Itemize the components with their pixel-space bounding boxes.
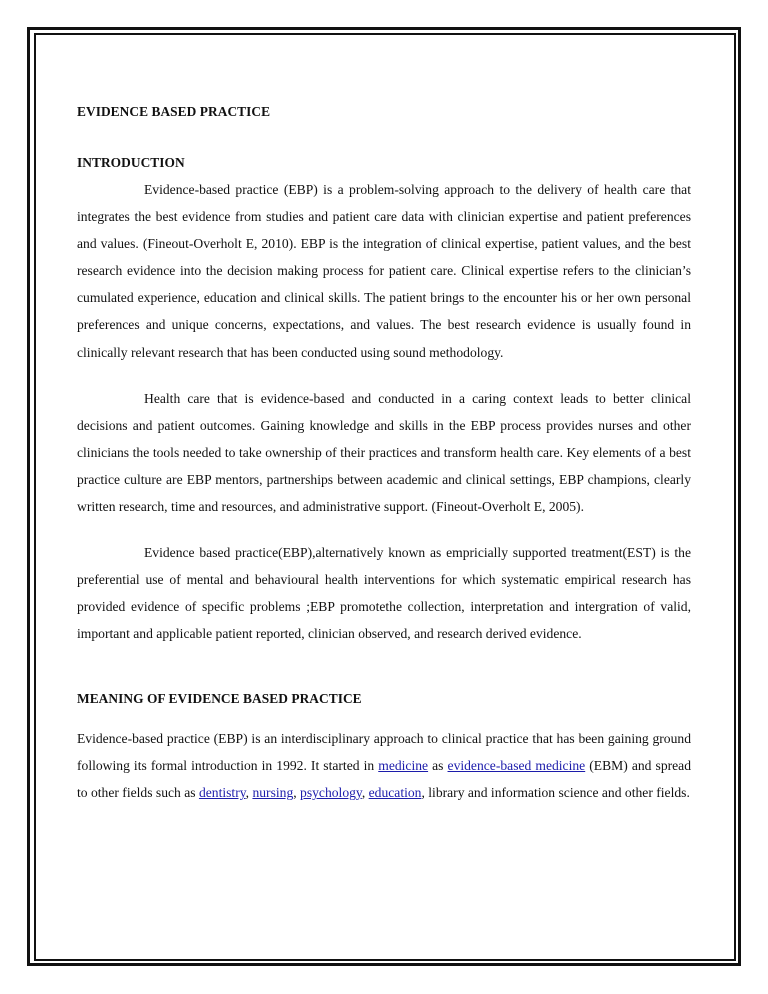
separator: , [361, 785, 369, 801]
separator: , [293, 785, 301, 801]
intro-paragraph-3: Evidence based practice(EBP),alternatively known as empricially supported treatment(EST) is the preferential use of mental and behavioural health interventions for which systematic empirical research has provided evidence of specific problems ;EBP promotethe collection, interpretation and intergration of valid, important and applicable patient reported, clinician observed, and research derived evidence. [77, 545, 691, 642]
section-heading-meaning: MEANING OF EVIDENCE BASED PRACTICE [77, 691, 362, 706]
link-education[interactable]: education [368, 785, 422, 801]
document-title: EVIDENCE BASED PRACTICE [77, 104, 271, 119]
meaning-paragraph [77, 725, 691, 806]
link-evidence-based-medicine[interactable]: evidence-based medicine [447, 758, 586, 774]
meaning-text-4: , library and information science and other fields. [421, 785, 690, 801]
link-medicine[interactable]: medicine [378, 758, 429, 774]
separator: , [245, 785, 253, 801]
meaning-text-3: (EBM) and spread to other fields such as [77, 758, 692, 801]
section-heading-introduction: INTRODUCTION [77, 155, 185, 170]
link-dentistry[interactable]: dentistry [198, 785, 246, 801]
meaning-text-1: Evidence-based practice (EBP) is an interdisciplinary approach to clinical practice that has been gaining ground following its formal introduction in 1992. It started in [77, 731, 691, 774]
link-psychology[interactable]: psychology [300, 785, 362, 801]
intro-paragraph-1: Evidence-based practice (EBP) is a problem-solving approach to the delivery of health care that integrates the best evidence from studies and patient care data with clinician expertise and patient preferences and values. (Fineout-Overholt E, 2010). EBP is the integration of clinical expertise, patient values, and the best research evidence into the decision making process for patient care. Clinical expertise refers to the clinician’s cumulated experience, education and clinical skills. The patient brings to the encounter his or her own personal preferences and unique concerns, expectations, and values. The best research evidence is usually found in clinically relevant research that has been conducted using sound methodology. [77, 182, 691, 360]
link-nursing[interactable]: nursing [252, 785, 294, 801]
intro-paragraph-2: Health care that is evidence-based and conducted in a caring context leads to better clinical decisions and patient outcomes. Gaining knowledge and skills in the EBP process provides nurses and other clinicians the tools needed to take ownership of their practices and transform health care. Key elements of a best practice culture are EBP mentors, partnerships between academic and clinical settings, EBP champions, clearly written research, time and resources, and administrative support. (Fineout-Overholt E, 2005). [77, 391, 691, 515]
meaning-text-2: as [428, 758, 448, 774]
